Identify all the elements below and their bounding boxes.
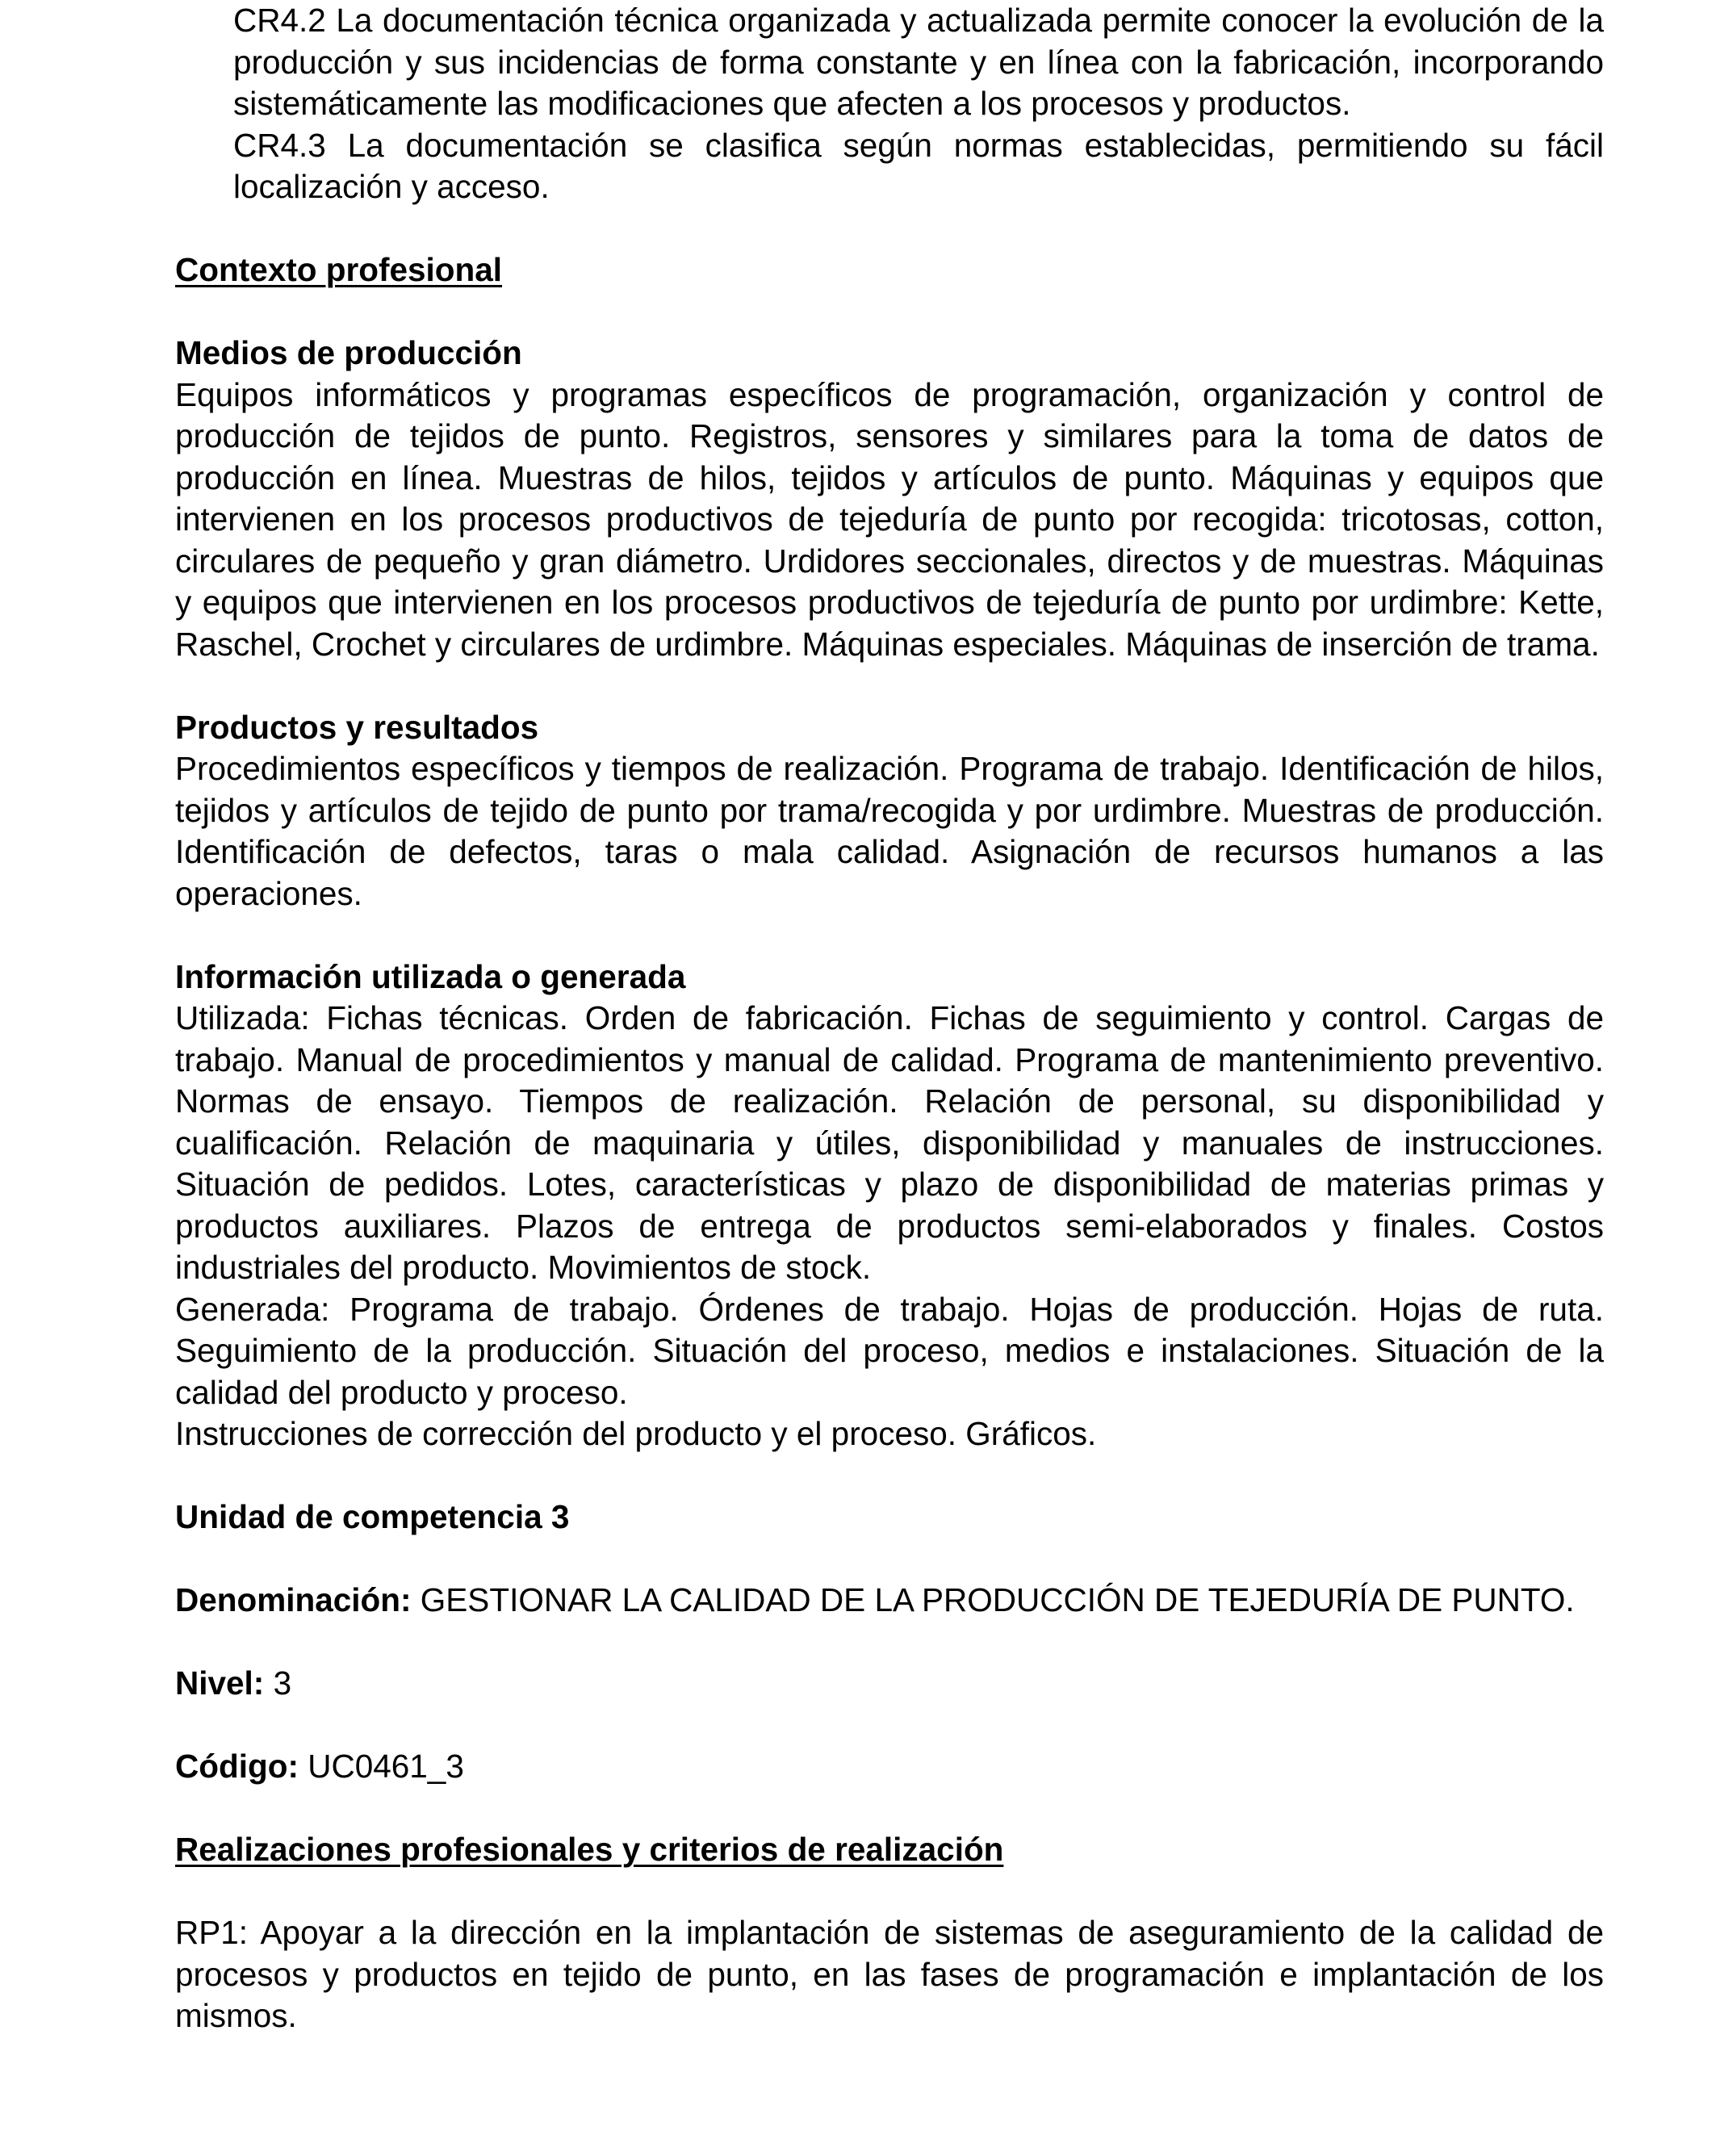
contexto-heading: Contexto profesional — [175, 251, 503, 288]
denominacion-field — [175, 1580, 1604, 1622]
codigo-label: Código: — [175, 1748, 299, 1785]
criteria-list — [233, 0, 1604, 208]
criterion-code: CR4.2 — [233, 2, 326, 39]
codigo-field — [175, 1746, 1604, 1788]
rp1-text: RP1: Apoyar a la dirección en la implantación de sistemas de aseguramiento de la calidad de procesos y productos en tejido de punto, en las fases de programación e implantación de los mismos. — [175, 1914, 1604, 2034]
spacer — [175, 915, 1604, 957]
spacer — [175, 1705, 1604, 1747]
medios-heading: Medios de producción — [175, 334, 522, 371]
spacer — [175, 1788, 1604, 1830]
criterion-text: La documentación se clasifica según normas establecidas, permitiendo su fácil localización y acceso. — [233, 126, 1604, 205]
criterion-code: CR4.3 — [233, 126, 326, 164]
medios-text: Equipos informáticos y programas específicos de programación, organización y control de producción de tejidos de punto. Registros, sensores y similares para la toma de datos de producción en línea. Muestras de hilos, tejidos y artículos de punto. Máquinas y equipos que intervienen en los procesos productivos de tejeduría de punto por recogida: tricotosas, cotton, circulares de pequeño y gran diámetro. Urdidores seccionales, directos y de muestras. Máquinas y equipos que intervienen en los procesos productivos de tejeduría de punto por urdimbre: Kette, Raschel, Crochet y circulares de urdimbre. Máquinas especiales. Máquinas de inserción de trama. — [175, 375, 1604, 663]
realizaciones-heading: Realizaciones profesionales y criterios de realización — [175, 1831, 1004, 1868]
nivel-field — [175, 1663, 1604, 1705]
informacion-utilizada: Utilizada: Fichas técnicas. Orden de fabricación. Fichas de seguimiento y control. Cargas de trabajo. Manual de procedimientos y manual de calidad. Programa de mantenimiento preventivo. Normas de ensayo. Tiempos de realización. Relación de personal, su disponibilidad y cualificación. Relación de maquinaria y útiles, disponibilidad y manuales de instrucciones. Situación de pedidos. Lotes, características y plazo de disponibilidad de materias primas y productos auxiliares. Plazos de entrega de productos semi-elaborados y finales. Costos industriales del producto. Movimientos de stock. — [175, 999, 1604, 1286]
informacion-heading: Información utilizada o generada — [175, 957, 686, 995]
spacer — [175, 1871, 1604, 1913]
document-page — [175, 0, 1604, 2037]
denominacion-label: Denominación: — [175, 1581, 412, 1618]
spacer — [175, 291, 1604, 333]
denominacion-value: GESTIONAR LA CALIDAD DE LA PRODUCCIÓN DE TEJEDURÍA DE PUNTO. — [420, 1581, 1575, 1618]
unidad-heading: Unidad de competencia 3 — [175, 1498, 570, 1535]
criterion-cr4-2 — [233, 0, 1604, 125]
productos-text: Procedimientos específicos y tiempos de realización. Programa de trabajo. Identificación de hilos, tejidos y artículos de tejido de punto por trama/recogida y por urdimbre. Muestras de producción. Identificación de defectos, taras o mala calidad. Asignación de recursos humanos a las operaciones. — [175, 750, 1604, 912]
informacion-instrucciones: Instrucciones de corrección del producto y el proceso. Gráficos. — [175, 1415, 1097, 1452]
criterion-cr4-3 — [233, 125, 1604, 208]
productos-heading: Productos y resultados — [175, 708, 539, 746]
spacer — [175, 208, 1604, 250]
spacer — [175, 665, 1604, 707]
nivel-label: Nivel: — [175, 1664, 265, 1702]
criterion-text: La documentación técnica organizada y actualizada permite conocer la evolución de la producción y sus incidencias de forma constante y en línea con la fabricación, incorporando sistemáticamente las modificaciones que afecten a los procesos y productos. — [233, 2, 1604, 122]
codigo-value: UC0461_3 — [308, 1748, 464, 1785]
nivel-value: 3 — [273, 1664, 292, 1702]
spacer — [175, 1455, 1604, 1497]
spacer — [175, 1539, 1604, 1580]
informacion-generada: Generada: Programa de trabajo. Órdenes de trabajo. Hojas de producción. Hojas de ruta. Seguimiento de la producción. Situación del proceso, medios e instalaciones. Situación de la calidad del producto y proceso. — [175, 1290, 1604, 1411]
spacer — [175, 1622, 1604, 1664]
